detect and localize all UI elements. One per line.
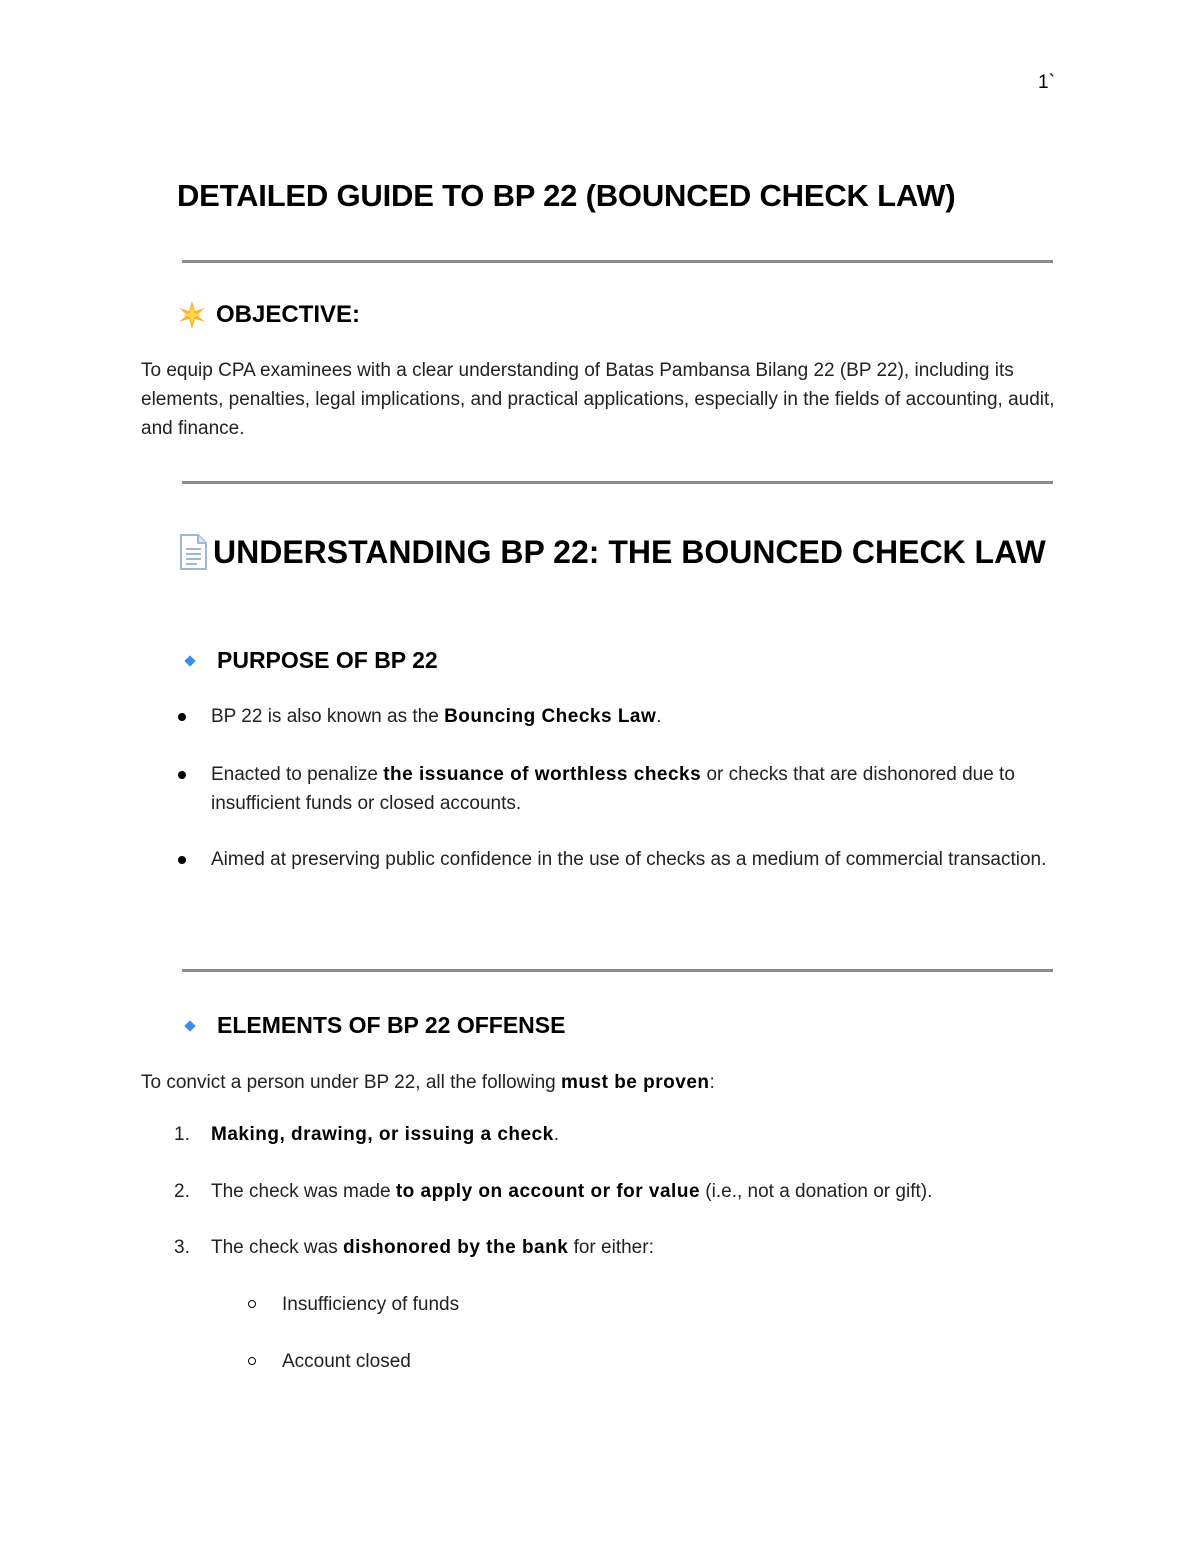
objective-heading-label: OBJECTIVE:: [216, 301, 361, 328]
purpose-heading-label: PURPOSE OF BP 22: [217, 647, 438, 673]
glowing-star-icon: [177, 300, 207, 330]
purpose-heading: [184, 647, 438, 674]
divider: [182, 260, 1053, 263]
numbered-item: 1. Making, drawing, or issuing a check.: [174, 1124, 559, 1145]
objective-heading: [177, 300, 360, 330]
list-item: Enacted to penalize the issuance of worthless checks or checks that are dishonored due to insufficient funds or closed accounts.: [211, 760, 1061, 818]
page-number: 1`: [1038, 72, 1055, 93]
hollow-bullet-icon: [248, 1357, 256, 1365]
elements-heading-label: ELEMENTS OF BP 22 OFFENSE: [217, 1012, 566, 1038]
numbered-item: 2. The check was made to apply on account or for value (i.e., not a donation or gift).: [174, 1181, 933, 1202]
divider: [182, 969, 1053, 972]
blue-diamond-icon: [184, 1020, 195, 1031]
bullet-icon: [178, 713, 186, 721]
understanding-heading-label: UNDERSTANDING BP 22: THE BOUNCED CHECK LAW: [213, 534, 1046, 570]
elements-intro: To convict a person under BP 22, all the following must be proven:: [141, 1072, 715, 1093]
understanding-heading: [177, 530, 1047, 574]
divider: [182, 481, 1053, 484]
document-title: DETAILED GUIDE TO BP 22 (BOUNCED CHECK LAW): [177, 178, 956, 213]
list-item: BP 22 is also known as the Bouncing Checks Law.: [211, 702, 1061, 731]
elements-heading: [184, 1012, 565, 1039]
numbered-item: 3. The check was dishonored by the bank for either:: [174, 1237, 654, 1258]
sub-list-item: Insufficiency of funds: [282, 1290, 459, 1319]
list-item: Aimed at preserving public confidence in the use of checks as a medium of commercial transaction.: [211, 845, 1061, 874]
objective-text: To equip CPA examinees with a clear understanding of Batas Pambansa Bilang 22 (BP 22), including its elements, penalties, legal implications, and practical applications, especially in the fields of accounting, audit, and finance.: [141, 360, 1055, 439]
bullet-icon: [178, 771, 186, 779]
bullet-icon: [178, 856, 186, 864]
sub-list-item: Account closed: [282, 1347, 411, 1376]
hollow-bullet-icon: [248, 1300, 256, 1308]
blue-diamond-icon: [184, 655, 195, 666]
page-document-icon: [177, 534, 209, 570]
